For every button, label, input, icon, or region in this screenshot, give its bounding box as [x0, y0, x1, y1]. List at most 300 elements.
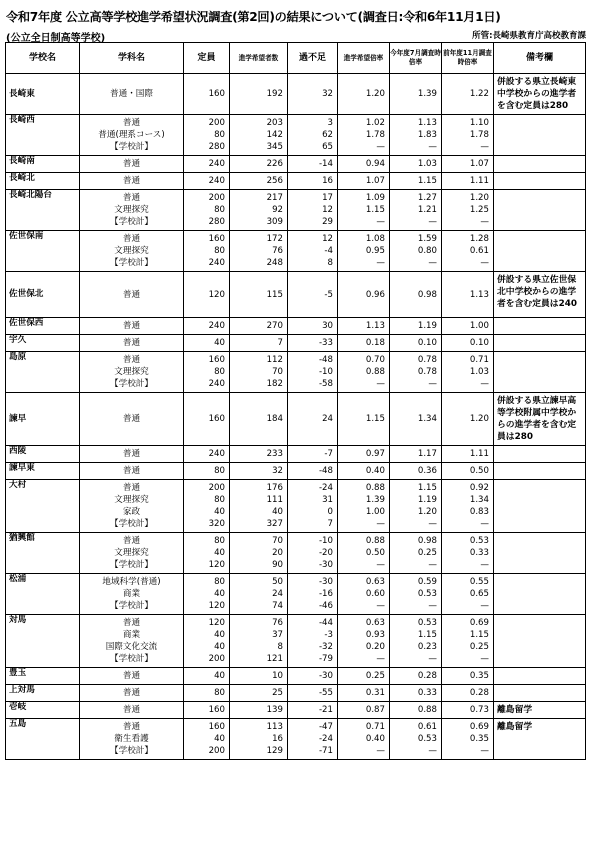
prev-value: 1.78	[469, 130, 489, 140]
july-value: 1.15	[417, 630, 437, 640]
note-cell	[494, 352, 586, 393]
diff-cell	[288, 272, 338, 318]
diff-cell	[288, 463, 338, 480]
school-row	[6, 719, 586, 760]
july-value: 1.59	[417, 234, 437, 244]
prev-cell	[442, 719, 494, 760]
ratio-value: 0.31	[365, 688, 385, 698]
capacity-value: 40	[214, 642, 225, 652]
july-value: 1.19	[417, 321, 437, 331]
course-value: 普通	[122, 466, 141, 476]
applicants-value: 256	[266, 176, 283, 186]
capacity-cell	[184, 393, 230, 446]
course-value: 普通	[122, 618, 141, 628]
july-cell	[390, 335, 442, 352]
prev-cell	[442, 393, 494, 446]
applicants-value: 113	[266, 722, 283, 732]
course-value: 【学校計】	[110, 142, 153, 152]
applicants-value: 76	[272, 246, 283, 256]
applicants-cell	[230, 615, 288, 668]
diff-value: 30	[322, 321, 333, 331]
school-row	[6, 615, 586, 668]
july-cell	[390, 156, 442, 173]
note-cell	[494, 533, 586, 574]
diff-value: 32	[322, 89, 333, 99]
prev-value: 0.10	[469, 338, 489, 348]
diff-cell	[288, 352, 338, 393]
applicants-cell	[230, 574, 288, 615]
note-cell	[494, 615, 586, 668]
july-value: 0.25	[417, 548, 437, 558]
diff-cell	[288, 615, 338, 668]
diff-value: -14	[318, 159, 333, 169]
july-value: 0.59	[417, 577, 437, 587]
diff-cell	[288, 173, 338, 190]
capacity-value: 240	[208, 449, 225, 459]
diff-value: 12	[322, 234, 333, 244]
course-value: 地域科学(普通)	[102, 577, 161, 587]
course-value: 【学校計】	[110, 654, 153, 664]
capacity-cell	[184, 702, 230, 719]
ratio-value: 0.25	[365, 671, 385, 681]
applicants-value: 139	[266, 705, 283, 715]
capacity-value: 80	[214, 688, 225, 698]
school-name: 宇久	[6, 335, 80, 352]
capacity-value: 160	[208, 414, 225, 424]
note-cell: 離島留学	[494, 719, 586, 760]
july-value: 1.03	[417, 159, 437, 169]
school-name: 佐世保南	[6, 231, 80, 272]
applicants-value: 226	[266, 159, 283, 169]
page-title: 令和7年度 公立高等学校進学希望状況調査(第2回)の結果について(調査日:令和6年11月1日)	[6, 10, 501, 24]
prev-cell	[442, 318, 494, 335]
prev-cell	[442, 74, 494, 115]
course-value: 商業	[122, 630, 141, 640]
july-value: 1.15	[417, 483, 437, 493]
july-value: 0.78	[417, 355, 437, 365]
capacity-value: 80	[214, 246, 225, 256]
note-cell	[494, 446, 586, 463]
school-name: 佐世保北	[6, 272, 80, 318]
ratio-value: —	[376, 258, 385, 268]
july-cell	[390, 702, 442, 719]
july-cell	[390, 393, 442, 446]
course-value: 普通	[122, 536, 141, 546]
applicants-cell	[230, 231, 288, 272]
note-cell	[494, 335, 586, 352]
header-prev: 前年度11月調査時倍率	[442, 43, 494, 74]
applicants-value: 184	[266, 414, 283, 424]
capacity-cell	[184, 190, 230, 231]
july-value: 1.27	[417, 193, 437, 203]
capacity-value: 120	[208, 618, 225, 628]
ratio-value: 1.13	[365, 321, 385, 331]
ratio-cell	[338, 156, 390, 173]
course-value: 【学校計】	[110, 601, 153, 611]
applicants-cell	[230, 335, 288, 352]
july-cell	[390, 115, 442, 156]
ratio-value: —	[376, 746, 385, 756]
diff-value: 65	[322, 142, 333, 152]
header-course: 学科名	[80, 43, 184, 74]
diff-value: -30	[318, 577, 333, 587]
applicants-cell	[230, 352, 288, 393]
diff-value: 17	[322, 193, 333, 203]
course-value: 【学校計】	[110, 746, 153, 756]
applicants-value: 142	[266, 130, 283, 140]
diff-value: -21	[318, 705, 333, 715]
note-cell	[494, 685, 586, 702]
july-value: —	[428, 379, 437, 389]
applicants-value: 112	[266, 355, 283, 365]
capacity-cell	[184, 173, 230, 190]
capacity-value: 80	[214, 205, 225, 215]
ratio-value: —	[376, 379, 385, 389]
school-row	[6, 574, 586, 615]
applicants-value: 24	[272, 589, 283, 599]
diff-cell	[288, 685, 338, 702]
diff-cell	[288, 335, 338, 352]
diff-value: -48	[318, 466, 333, 476]
ratio-value: 0.97	[365, 449, 385, 459]
ratio-cell	[338, 190, 390, 231]
course-value: 普通	[122, 483, 141, 493]
header-row	[6, 43, 586, 74]
diff-value: 62	[322, 130, 333, 140]
ratio-cell	[338, 318, 390, 335]
prev-value: 1.22	[469, 89, 489, 99]
applicants-cell	[230, 685, 288, 702]
capacity-value: 80	[214, 536, 225, 546]
header-ratio: 進学希望倍率	[338, 43, 390, 74]
school-name: 五島	[6, 719, 80, 760]
prev-value: 0.55	[469, 577, 489, 587]
note-cell	[494, 190, 586, 231]
applicants-cell	[230, 480, 288, 533]
prev-value: 0.83	[469, 507, 489, 517]
issuer: 所管:長崎県教育庁高校教育課	[472, 31, 586, 41]
diff-cell	[288, 318, 338, 335]
course-value: 【学校計】	[110, 519, 153, 529]
july-value: 1.39	[417, 89, 437, 99]
capacity-cell	[184, 668, 230, 685]
header-school: 学校名	[6, 43, 80, 74]
july-cell	[390, 190, 442, 231]
note-cell	[494, 668, 586, 685]
ratio-cell	[338, 702, 390, 719]
prev-value: 0.53	[469, 536, 489, 546]
applicants-value: 270	[266, 321, 283, 331]
course-value: 普通	[122, 321, 141, 331]
diff-value: 24	[322, 414, 333, 424]
note-cell: 併設する県立佐世保北中学校からの進学者を含む定員は240	[494, 272, 586, 318]
capacity-cell	[184, 615, 230, 668]
july-cell	[390, 574, 442, 615]
july-value: —	[428, 519, 437, 529]
applicants-value: 129	[266, 746, 283, 756]
capacity-value: 240	[208, 379, 225, 389]
prev-cell	[442, 156, 494, 173]
capacity-cell	[184, 335, 230, 352]
diff-value: -20	[318, 548, 333, 558]
capacity-cell	[184, 231, 230, 272]
diff-value: -24	[318, 734, 333, 744]
ratio-cell	[338, 352, 390, 393]
july-cell	[390, 480, 442, 533]
diff-value: 16	[322, 176, 333, 186]
course-value: 普通	[122, 176, 141, 186]
ratio-value: 0.20	[365, 642, 385, 652]
capacity-value: 200	[208, 118, 225, 128]
course-value: 普通(理系コース)	[98, 130, 165, 140]
school-row	[6, 190, 586, 231]
july-value: 0.10	[417, 338, 437, 348]
course-cell	[80, 231, 184, 272]
ratio-value: 0.94	[365, 159, 385, 169]
school-name: 西陵	[6, 446, 80, 463]
prev-value: 0.69	[469, 722, 489, 732]
ratio-cell	[338, 335, 390, 352]
capacity-cell	[184, 463, 230, 480]
applicants-value: 32	[272, 466, 283, 476]
applicants-value: 233	[266, 449, 283, 459]
ratio-value: 0.40	[365, 466, 385, 476]
course-cell	[80, 615, 184, 668]
applicants-value: 203	[266, 118, 283, 128]
diff-value: -7	[324, 449, 333, 459]
capacity-cell	[184, 719, 230, 760]
applicants-value: 7	[277, 338, 283, 348]
diff-cell	[288, 156, 338, 173]
course-value: 普通	[122, 118, 141, 128]
header-diff: 過不足	[288, 43, 338, 74]
applicants-value: 176	[266, 483, 283, 493]
school-name: 猶興館	[6, 533, 80, 574]
prev-cell	[442, 272, 494, 318]
capacity-cell	[184, 533, 230, 574]
prev-value: 0.35	[469, 734, 489, 744]
capacity-value: 40	[214, 630, 225, 640]
diff-value: -48	[318, 355, 333, 365]
prev-value: 1.28	[469, 234, 489, 244]
course-value: 普通	[122, 671, 141, 681]
prev-value: —	[480, 560, 489, 570]
applicants-value: 70	[272, 367, 283, 377]
july-value: 0.53	[417, 734, 437, 744]
course-cell	[80, 480, 184, 533]
july-value: 1.15	[417, 176, 437, 186]
capacity-cell	[184, 74, 230, 115]
prev-value: 1.25	[469, 205, 489, 215]
july-value: 0.98	[417, 536, 437, 546]
applicants-cell	[230, 272, 288, 318]
course-value: 普通	[122, 159, 141, 169]
course-value: 【学校計】	[110, 258, 153, 268]
capacity-value: 160	[208, 355, 225, 365]
prev-value: 1.13	[469, 289, 489, 300]
school-row	[6, 480, 586, 533]
course-cell	[80, 190, 184, 231]
july-cell	[390, 463, 442, 480]
prev-cell	[442, 446, 494, 463]
july-cell	[390, 668, 442, 685]
diff-cell	[288, 668, 338, 685]
course-value: 家政	[122, 507, 141, 517]
capacity-value: 240	[208, 321, 225, 331]
july-cell	[390, 615, 442, 668]
ratio-value: 1.20	[365, 89, 385, 99]
school-row	[6, 446, 586, 463]
july-value: —	[428, 142, 437, 152]
applicants-value: 327	[266, 519, 283, 529]
july-value: —	[428, 654, 437, 664]
prev-cell	[442, 231, 494, 272]
course-value: 文理探究	[114, 205, 149, 215]
ratio-cell	[338, 685, 390, 702]
july-value: 0.36	[417, 466, 437, 476]
school-name: 諫早	[6, 393, 80, 446]
diff-value: -32	[318, 642, 333, 652]
applicants-value: 111	[266, 495, 283, 505]
course-cell	[80, 272, 184, 318]
capacity-value: 40	[214, 548, 225, 558]
prev-cell	[442, 615, 494, 668]
course-value: 普通・国際	[110, 89, 153, 99]
prev-value: 1.07	[469, 159, 489, 169]
capacity-value: 240	[208, 258, 225, 268]
diff-value: -24	[318, 483, 333, 493]
diff-value: -10	[318, 536, 333, 546]
school-name: 佐世保西	[6, 318, 80, 335]
school-row	[6, 231, 586, 272]
course-value: 普通	[122, 338, 141, 348]
diff-value: -3	[324, 630, 333, 640]
capacity-cell	[184, 685, 230, 702]
prev-value: —	[480, 746, 489, 756]
prev-cell	[442, 190, 494, 231]
ratio-value: 0.95	[365, 246, 385, 256]
header-applicants: 進学希望者数	[230, 43, 288, 74]
july-value: 0.23	[417, 642, 437, 652]
course-cell	[80, 115, 184, 156]
diff-value: -30	[318, 671, 333, 681]
note-cell: 離島留学	[494, 702, 586, 719]
header-note: 備考欄	[494, 43, 586, 74]
july-cell	[390, 719, 442, 760]
applicants-value: 248	[266, 258, 283, 268]
ratio-cell	[338, 115, 390, 156]
july-cell	[390, 533, 442, 574]
course-value: 普通	[122, 688, 141, 698]
applicants-value: 25	[272, 688, 283, 698]
course-value: 【学校計】	[110, 217, 153, 227]
diff-cell	[288, 574, 338, 615]
july-value: —	[428, 258, 437, 268]
school-name: 島原	[6, 352, 80, 393]
applicants-value: 217	[266, 193, 283, 203]
diff-value: -5	[324, 289, 333, 300]
diff-value: -55	[318, 688, 333, 698]
applicants-value: 20	[272, 548, 283, 558]
school-name: 長崎北	[6, 173, 80, 190]
course-value: 普通	[122, 289, 141, 300]
ratio-value: —	[376, 142, 385, 152]
school-row	[6, 668, 586, 685]
applicants-value: 74	[272, 601, 283, 611]
prev-cell	[442, 685, 494, 702]
note-cell	[494, 231, 586, 272]
prev-value: 1.00	[469, 321, 489, 331]
school-row	[6, 74, 586, 115]
prev-cell	[442, 574, 494, 615]
diff-cell	[288, 533, 338, 574]
ratio-value: 1.78	[365, 130, 385, 140]
applicants-value: 309	[266, 217, 283, 227]
note-cell	[494, 115, 586, 156]
prev-value: —	[480, 379, 489, 389]
ratio-value: —	[376, 654, 385, 664]
capacity-value: 160	[208, 722, 225, 732]
applicants-value: 182	[266, 379, 283, 389]
ratio-cell	[338, 173, 390, 190]
applicants-cell	[230, 190, 288, 231]
diff-value: 31	[322, 495, 333, 505]
note-cell	[494, 318, 586, 335]
diff-value: -10	[318, 367, 333, 377]
capacity-cell	[184, 352, 230, 393]
note-cell	[494, 463, 586, 480]
ratio-cell	[338, 719, 390, 760]
july-cell	[390, 173, 442, 190]
school-name: 大村	[6, 480, 80, 533]
applicants-value: 8	[277, 642, 283, 652]
july-value: —	[428, 217, 437, 227]
prev-cell	[442, 702, 494, 719]
capacity-cell	[184, 115, 230, 156]
july-value: 0.53	[417, 618, 437, 628]
july-value: 1.20	[417, 507, 437, 517]
course-value: 文理探究	[114, 246, 149, 256]
applicants-cell	[230, 446, 288, 463]
diff-value: -33	[318, 338, 333, 348]
july-value: 0.98	[417, 289, 437, 300]
prev-value: 0.50	[469, 466, 489, 476]
capacity-cell	[184, 574, 230, 615]
school-name: 長崎西	[6, 115, 80, 156]
july-value: —	[428, 746, 437, 756]
applicants-cell	[230, 719, 288, 760]
applicants-cell	[230, 115, 288, 156]
prev-value: 0.73	[469, 705, 489, 715]
ratio-value: 0.88	[365, 367, 385, 377]
applicants-cell	[230, 668, 288, 685]
applicants-cell	[230, 393, 288, 446]
applicants-value: 50	[272, 577, 283, 587]
capacity-value: 200	[208, 193, 225, 203]
course-cell	[80, 74, 184, 115]
diff-value: -46	[318, 601, 333, 611]
prev-value: —	[480, 217, 489, 227]
prev-value: 0.65	[469, 589, 489, 599]
prev-cell	[442, 533, 494, 574]
course-cell	[80, 574, 184, 615]
diff-value: -44	[318, 618, 333, 628]
diff-cell	[288, 702, 338, 719]
applicants-value: 16	[272, 734, 283, 744]
school-name: 長崎北陽台	[6, 190, 80, 231]
applicants-value: 40	[272, 507, 283, 517]
capacity-value: 120	[208, 289, 225, 300]
